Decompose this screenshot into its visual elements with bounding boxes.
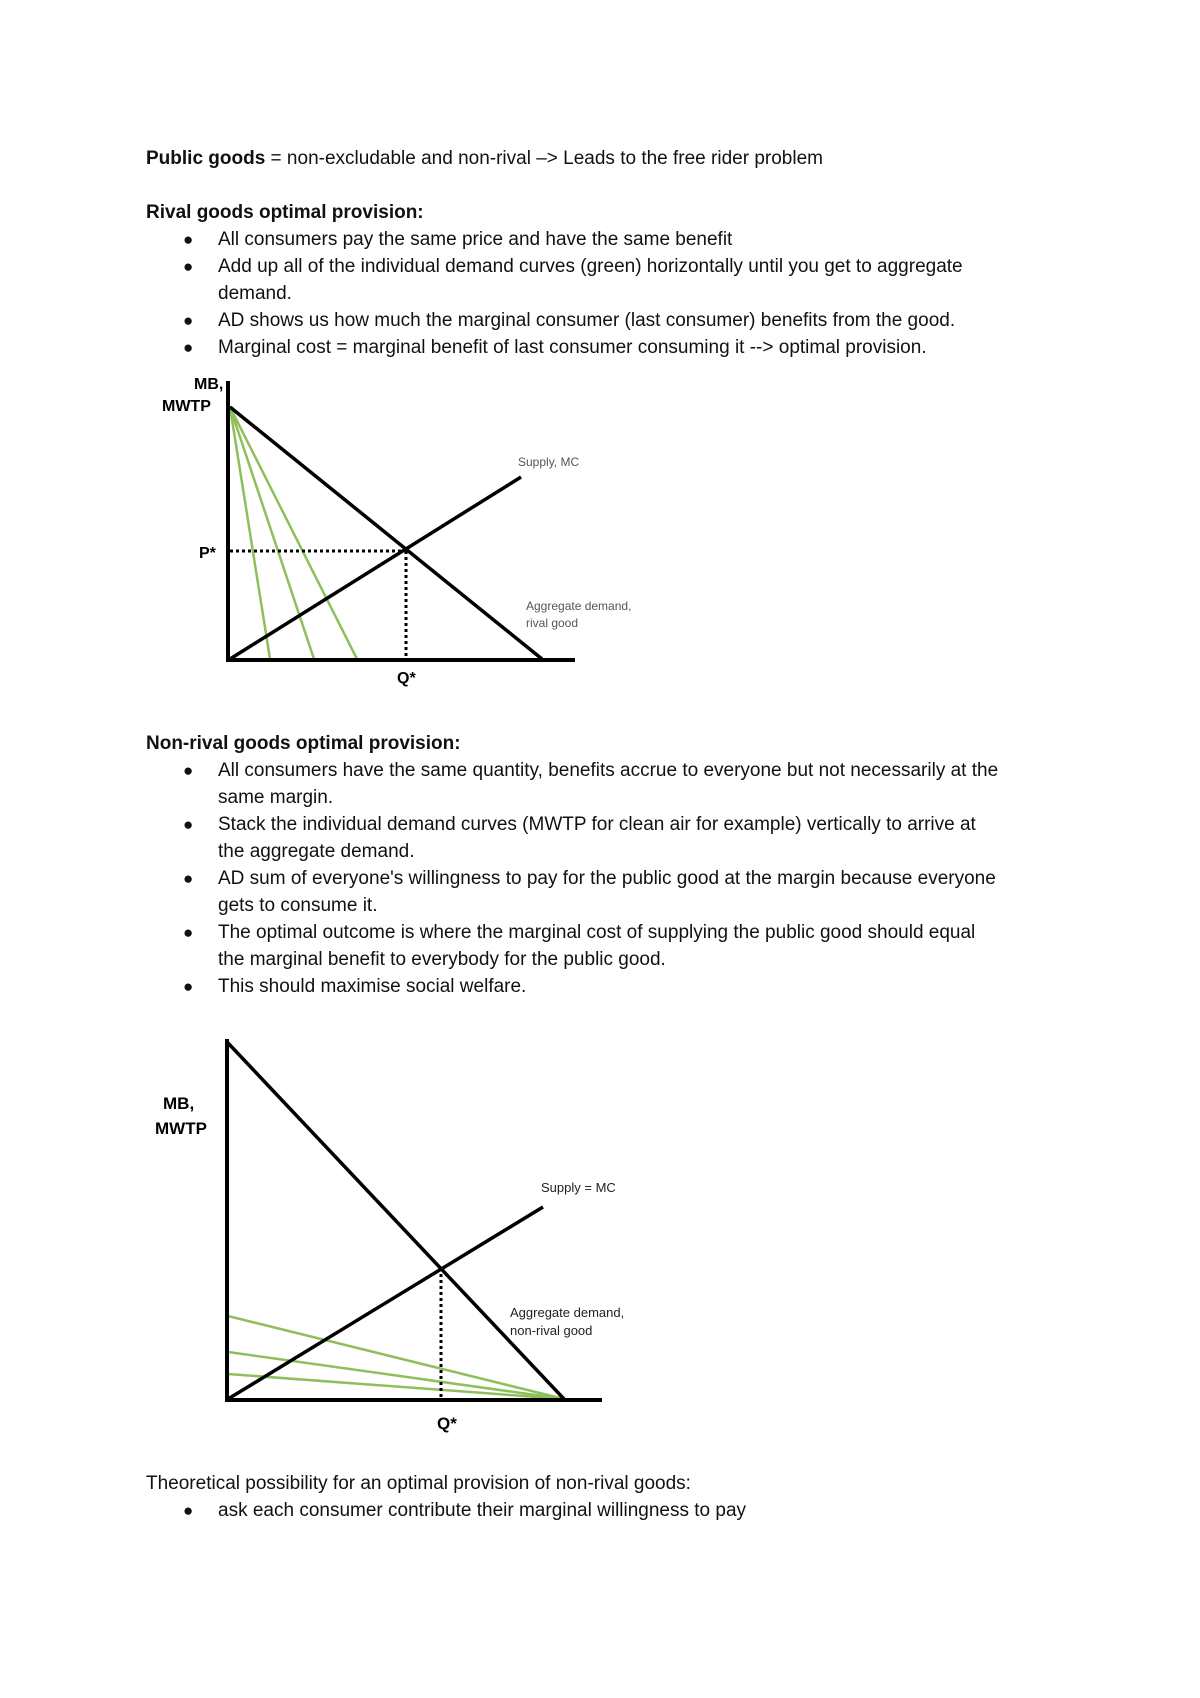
- bullet-icon: ●: [183, 815, 194, 834]
- chart1-p-star-label: P*: [199, 545, 216, 562]
- section1-bullet: AD shows us how much the marginal consumer (last consumer) benefits from the good.: [218, 310, 956, 331]
- chart2-aggregate-demand-line: [228, 1043, 564, 1399]
- intro-label: Public goods: [146, 148, 266, 169]
- section1-bullet: Marginal cost = marginal benefit of last consumer consuming it --> optimal provision.: [218, 337, 927, 358]
- chart1-demand-label-2: rival good: [526, 616, 579, 630]
- section2-bullet: The optimal outcome is where the marginal cost of supplying the public good should equal: [218, 922, 976, 943]
- bullet-icon: ●: [183, 230, 194, 249]
- section2-bullet-cont: same margin.: [218, 787, 334, 808]
- bullet-icon: ●: [183, 311, 194, 330]
- section3-heading: Theoretical possibility for an optimal provision of non-rival goods:: [146, 1473, 691, 1494]
- section2-heading: Non-rival goods optimal provision:: [146, 733, 461, 754]
- chart2-q-star-label: Q*: [437, 1414, 457, 1433]
- bullet-icon: ●: [183, 1501, 194, 1520]
- bullet-icon: ●: [183, 977, 194, 996]
- bullet-icon: ●: [183, 761, 194, 780]
- intro-text: = non-excludable and non-rival –> Leads to the free rider problem: [265, 148, 823, 169]
- chart2-demand-label-1: Aggregate demand,: [510, 1305, 625, 1320]
- chart2-supply-label: Supply = MC: [541, 1180, 616, 1195]
- section1-bullet-cont: demand.: [218, 283, 292, 304]
- chart2-demand-label-2: non-rival good: [510, 1323, 593, 1338]
- chart1-y-label-2: MWTP: [162, 398, 211, 415]
- chart1-demand-label-1: Aggregate demand,: [526, 599, 632, 613]
- bullet-icon: ●: [183, 869, 194, 888]
- section2-bullet-cont: gets to consume it.: [218, 895, 378, 916]
- chart2-y-label-2: MWTP: [155, 1119, 207, 1138]
- section2-bullet-cont: the marginal benefit to everybody for the public good.: [218, 949, 666, 970]
- section3-bullet: ask each consumer contribute their marginal willingness to pay: [218, 1500, 747, 1521]
- chart1-supply-label: Supply, MC: [518, 455, 580, 469]
- section2-bullet: AD sum of everyone's willingness to pay for the public good at the margin because everyone: [218, 868, 996, 889]
- section2-bullet-cont: the aggregate demand.: [218, 841, 415, 862]
- section2-bullet: This should maximise social welfare.: [218, 976, 527, 997]
- chart2-y-label-1: MB,: [163, 1094, 195, 1113]
- section2-bullet: Stack the individual demand curves (MWTP for clean air for example) vertically to arrive at: [218, 814, 976, 835]
- individual-demand-line: [228, 1352, 564, 1399]
- section2-bullet: All consumers have the same quantity, benefits accrue to everyone but not necessarily at the: [218, 760, 999, 781]
- section1-bullet: Add up all of the individual demand curves (green) horizontally until you get to aggregate: [218, 256, 963, 277]
- section1-heading: Rival goods optimal provision:: [146, 202, 424, 223]
- bullet-icon: ●: [183, 923, 194, 942]
- section1-bullet: All consumers pay the same price and have the same benefit: [218, 229, 733, 250]
- bullet-icon: ●: [183, 338, 194, 357]
- chart1-q-star-label: Q*: [397, 670, 416, 687]
- chart2-supply-line: [228, 1207, 543, 1399]
- chart1-y-label-1: MB,: [194, 376, 224, 393]
- bullet-icon: ●: [183, 257, 194, 276]
